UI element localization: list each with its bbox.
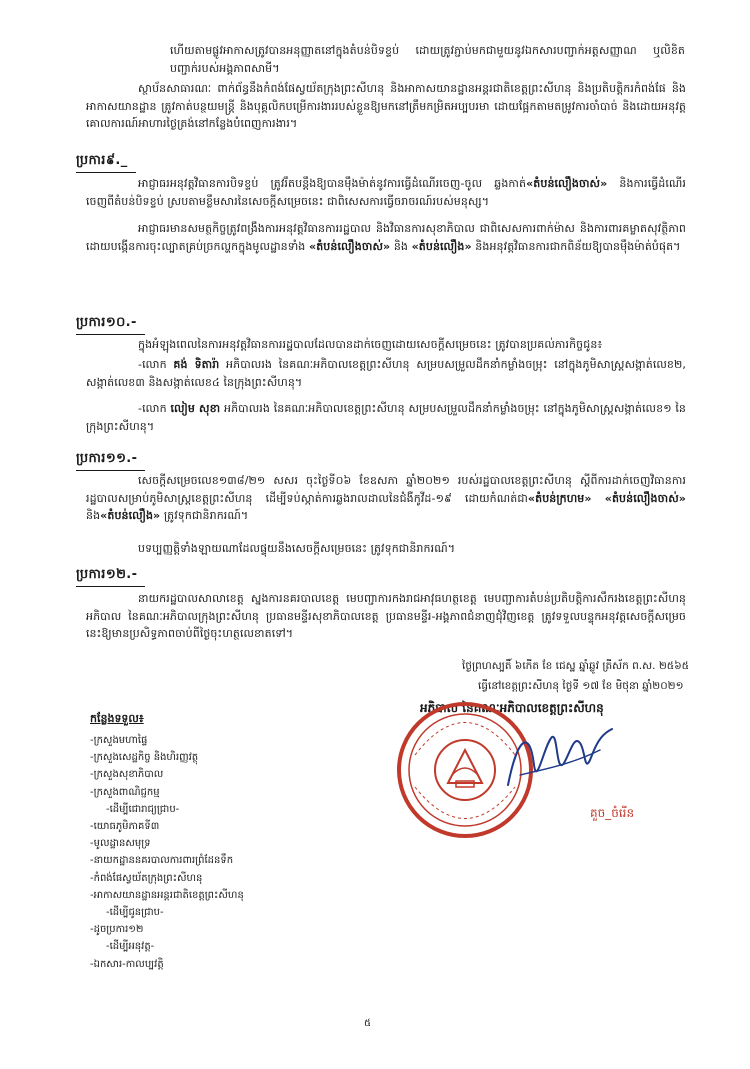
deputy-governor-name-2: លៀម សុខា — [170, 402, 221, 415]
item-1-text: អភិបាលរង នៃគណៈអភិបាលខេត្តព្រះសីហនុ សម្របសម្រួលដឹកនាំកម្លាំងចម្រុះ នៅក្នុងភូមិសាស្រ្តសង្កាត់លេខ២, សង្កាត់លេខ៣ និងសង្កាត់លេខ៤ នៃក្រុងព្រះសីហនុ។ — [86, 358, 686, 389]
article-11-sep-2: និង — [86, 509, 101, 522]
institutions-paragraph: ស្ថាប័នសាធារណៈ ពាក់ព័ន្ធនឹងកំពង់ផែស្វយ័តក្រុងព្រះសីហនុ និងអាកាសយានដ្ឋានអន្តរជាតិខេត្តព្រះសីហនុ និងប្រតិបត្តិករកំពង់ផែ និងអាកាសយានដ្ឋាន ត្រូវកាត់បន្ថយមន្ត្រី និងបុគ្គលិកបម្រើការងាររបស់ខ្លួនឱ្យមកនៅត្រឹមកម្រិតអប្បបរមា ដោយផ្អែកតាមតម្រូវការចាំបាច់ និងដោយអនុវត្តគោលការណ៍អាហារថ្ងៃត្រង់នៅកន្លែងបំពេញការងារ។ — [86, 82, 686, 130]
page-number: ៥ — [364, 1018, 372, 1029]
continuation-paragraph: ហើយតាមផ្លូវអាកាសត្រូវបានអនុញ្ញាតនៅក្នុងតំបន់បិទខ្ទប់ ដោយត្រូវភ្ជាប់មកជាមួយនូវឯកសារបញ្ជាក់អត្តសញ្ញាណ ឬលិខិតបញ្ជាក់របស់អង្គភាពសាមី។ — [170, 44, 685, 75]
recipients-list — [90, 712, 350, 973]
recipient-item: -ក្រសួងមហាផ្ទៃ — [90, 735, 148, 746]
recipient-item: -ឯកសារ-កាលប្បវត្តិ — [90, 958, 164, 970]
recipient-item: -ក្រសួងសុខាភិបាល — [90, 769, 164, 781]
zone-dark-yellow-label: «តំបន់លឿងចាស់» — [604, 491, 686, 505]
article-12-heading: ប្រការ១២.- — [76, 566, 137, 585]
signatory-title: អភិបាល នៃគណៈអភិបាលខេត្តព្រះសីហនុ — [420, 701, 604, 715]
recipient-item: -នាយកដ្ឋាននគរបាលការពារព្រំដែនទឹក — [90, 855, 234, 867]
recipient-item: -ក្រសួងសេដ្ឋកិច្ច និងហិរញ្ញវត្ថុ — [90, 752, 199, 764]
signer-name: គួច_ចំរើន — [590, 806, 635, 820]
solar-date: ធ្វើនៅខេត្តព្រះសីហនុ ថ្ងៃទី ១៧ ខែ មិថុនា ឆ្នាំ២០២១ — [478, 680, 684, 692]
article-10-intro: ក្នុងអំឡុងពេលនៃការអនុវត្តវិធានការរដ្ឋបាលដែលបានដាក់ចេញដោយសេចក្តីសម្រេចនេះ ត្រូវបានប្រគល់ភារកិច្ចជូន៖ — [138, 338, 603, 351]
zone-yellow-label: «តំបន់លឿង» — [411, 239, 472, 253]
article-9-paragraph-2 — [86, 220, 686, 255]
article-9-p2-after: និងអនុវត្តវិធានការជាកពិន័យឱ្យបានម៉ឹងម៉ាត់បំផុត។ — [471, 239, 681, 253]
recipient-item: -អាកាសយានដ្ឋានអន្តរជាតិខេត្តព្រះសីហនុ — [90, 889, 244, 901]
item-1-prefix: -លោក — [138, 358, 174, 371]
article-9-p1-after: និងការធ្វើដំណើរចេញពីតំបន់បិទខ្ទប់ ស្របតាមខ្លឹមសារនៃសេចក្តីសម្រេចនេះ ជាពិសេសការធ្វើចរាចរណ៍របស់មនុស្ស។ — [86, 177, 686, 208]
item-2-text: អភិបាលរង នៃគណៈអភិបាលខេត្តព្រះសីហនុ សម្របសម្រួលដឹកនាំកម្លាំងចម្រុះ នៅក្នុងភូមិសាស្រ្តសង្កាត់លេខ១ នៃក្រុងព្រះសីហនុ។ — [86, 402, 686, 433]
recipient-item: -ក្រសួងពាណិជ្ជកម្ម — [90, 786, 160, 798]
article-9-p2-mid: និង — [390, 239, 412, 253]
article-11-sep-1 — [592, 492, 605, 505]
lunar-date: ថ្ងៃព្រហស្បតិ៍ ៦កើត ខែ ជេស្ឋ ឆ្នាំឆ្លូវ ត្រីស័ក ព.ស. ២៥៦៥ — [462, 660, 690, 672]
article-11-heading: ប្រការ១១.- — [76, 450, 137, 469]
recipient-item: -មូលដ្ឋានសមុទ្រ — [90, 838, 151, 850]
recipient-item: -ដូចប្រការ១២ — [90, 924, 144, 936]
item-2-prefix: -លោក — [138, 402, 171, 415]
article-9-p1-before: អាជ្ញាធរអនុវត្តវិធានការបិទខ្ទប់ ត្រូវរឹតបន្តឹងឱ្យបានម៉ឹងម៉ាត់នូវការធ្វើដំណើរចេញ-ចូល ឆ្លងកាត់ — [138, 177, 527, 190]
zone-yellow-label: «តំបន់លឿង» — [100, 509, 161, 522]
recipient-item: -យោធភូមិភាគទី៣ — [90, 821, 160, 833]
article-10-item-1 — [86, 356, 686, 391]
article-9-paragraph-1 — [86, 175, 686, 210]
article-9-p2-before: អាជ្ញាធរមានសមត្ថកិច្ចត្រូវពង្រឹងការអនុវត្តវិធានការរដ្ឋបាល និងវិធានការសុខាភិបាល ជាពិសេសការពាក់ម៉ាស និងការពារគម្លាតសុវត្ថិភាព ដោយបង្កើនការចុះល្បាតគ្រប់ច្រកល្ហកក្នុងមូលដ្ឋានទាំង — [86, 222, 686, 253]
zone-dark-yellow-label: «តំបន់លឿងចាស់» — [526, 177, 608, 190]
article-11-p1-after: ត្រូវទុកជានិរាករណ៍។ — [160, 509, 249, 522]
zone-dark-yellow-label: «តំបន់លឿងចាស់» — [309, 239, 391, 253]
recipient-note: -ដើម្បីជោរាជ្យជ្រាប- — [106, 803, 180, 815]
article-11-p1-before: សេចក្តីសម្រេចលេខ១៣៨/២១ សសរ ចុះថ្ងៃទី០៦ ខែឧសភា ឆ្នាំ២០២១ របស់រដ្ឋបាលខេត្តព្រះសីហនុ ស្តីពីការដាក់ចេញវិធានការរដ្ឋបាលសម្រាប់ភូមិសាស្ត្រខេត្តព្រះសីហនុ ដើម្បីទប់ស្កាត់ការឆ្លងរាលដាលនៃជំងឺកូវីដ-១៩ ដោយកំណត់ជា — [86, 474, 686, 505]
article-12-paragraph: នាយករដ្ឋបាលសាលាខេត្ត ស្នងការនគរបាលខេត្ត មេបញ្ជាការកងរាជអាវុធហត្ថខេត្ត មេបញ្ជាការតំបន់ប្រតិបត្តិការសឹករងខេត្តព្រះសីហនុ អភិបាល នៃគណៈអភិបាលក្រុងព្រះសីហនុ ប្រធានមន្ទីរសុខាភិបាលខេត្ត ប្រធានមន្ទីរ-អង្គភាពជំនាញជុំវិញខេត្ត ត្រូវទទួលបន្ទុកអនុវត្តសេចក្តីសម្រេចនេះឱ្យមានប្រសិទ្ធភាពចាប់ពីថ្ងៃចុះហត្ថលេខាតទៅ។ — [86, 592, 686, 640]
zone-red-label: «តំបន់ក្រហម» — [527, 491, 592, 505]
recipient-item: -កំពង់ផែស្វយ័តក្រុងព្រះសីហនុ — [90, 872, 203, 884]
article-10-item-2 — [86, 400, 686, 435]
recipients-heading: កន្លែងទទួល៖ — [90, 712, 144, 725]
article-11-paragraph-1 — [86, 472, 686, 525]
recipient-note: -ដើម្បីអនុវត្ត- — [106, 941, 155, 953]
deputy-governor-name-1: គង់ ទិតារ៉ា — [173, 358, 220, 371]
article-9-heading: ប្រការ៩._ — [76, 152, 128, 171]
article-10-heading: ប្រការ១០.- — [76, 314, 137, 333]
handwritten-signature-icon — [500, 715, 620, 805]
article-11-paragraph-2: បទប្បញ្ញត្តិទាំងឡាយណាដែលផ្ទុយនឹងសេចក្តីសម្រេចនេះ ត្រូវទុកជានិរាករណ៍។ — [138, 542, 456, 555]
recipient-note: -ដើម្បីជូនជ្រាប- — [106, 907, 164, 919]
